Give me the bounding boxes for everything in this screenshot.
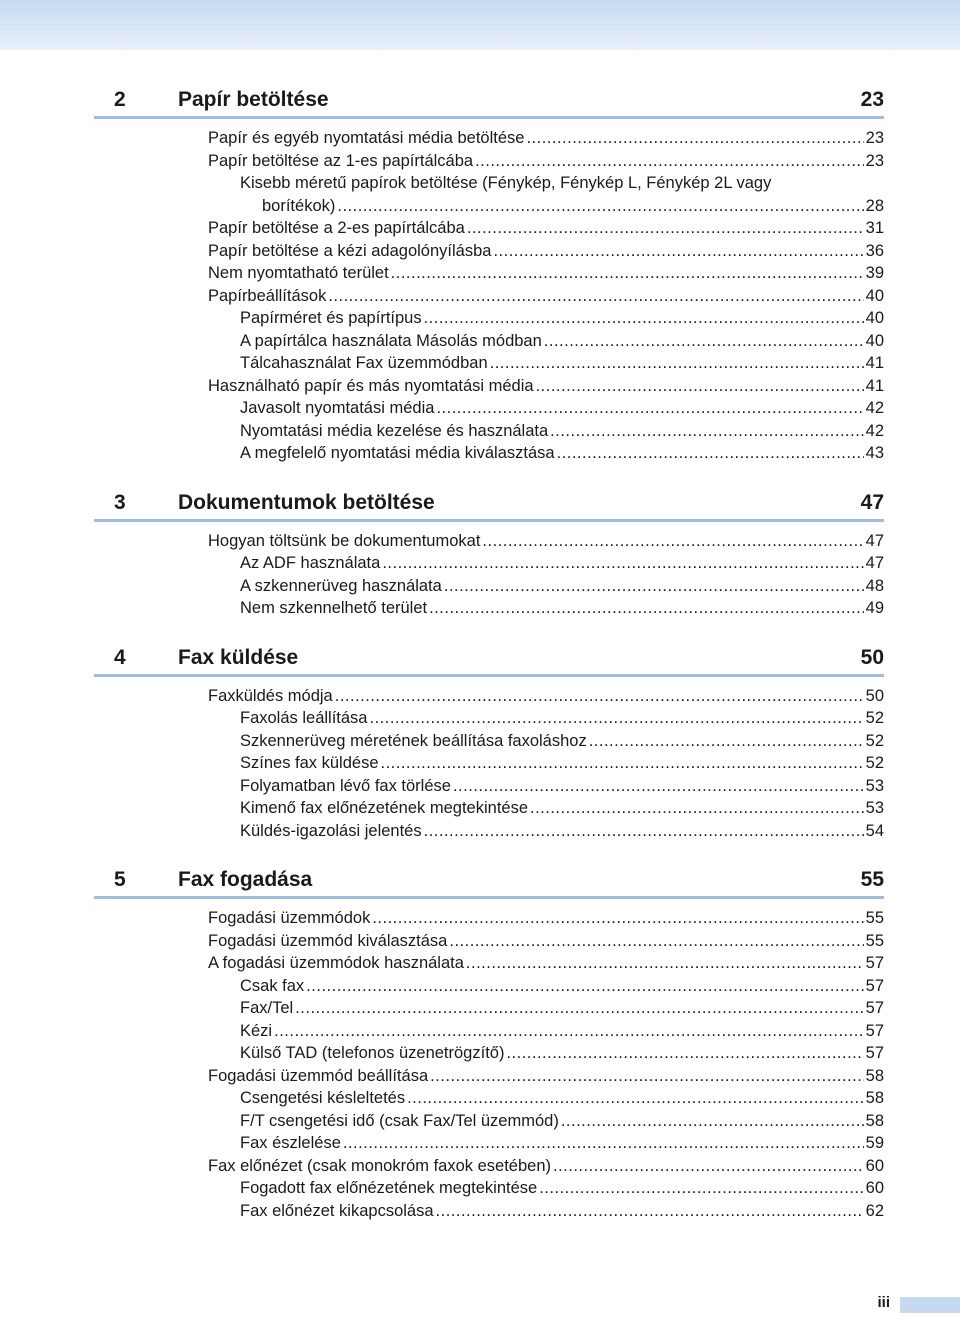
toc-entry-page: 52	[865, 754, 884, 772]
leader-dots	[506, 1042, 863, 1065]
toc-entry-page: 58	[865, 1111, 884, 1130]
toc-entry-label: Fogadott fax előnézetének megtekintése	[240, 1179, 538, 1197]
toc-entry-label: Tálcahasználat Fax üzemmódban	[240, 354, 488, 372]
toc-entry-label: A szkennerüveg használata	[240, 576, 442, 595]
toc-entry[interactable]	[240, 1087, 884, 1110]
chapter-4	[0, 644, 960, 843]
toc-entry-page: 40	[865, 331, 884, 350]
header-band	[0, 0, 960, 50]
toc-entry-label: A megfelelő nyomtatási média kiválasztása	[240, 444, 555, 462]
leader-dots	[436, 397, 863, 420]
toc-entry-page: 52	[865, 731, 884, 750]
toc-entry-page: 55	[865, 931, 884, 950]
chapter-title[interactable]: Fax küldése	[178, 645, 299, 669]
leader-dots	[530, 797, 864, 820]
toc-entry-label: Kimenő fax előnézetének megtekintése	[240, 799, 529, 817]
toc-entry-page: 47	[865, 554, 884, 572]
toc-entry[interactable]	[240, 1020, 884, 1043]
chapter-title[interactable]: Papír betöltése	[178, 88, 329, 111]
toc-entry-label: Papír betöltése a 2-es papírtálcába	[208, 219, 465, 237]
toc-entry[interactable]	[240, 442, 884, 465]
toc-entry-label: Papír betöltése az 1-es papírtálcába	[208, 151, 474, 170]
leader-dots	[589, 730, 864, 753]
toc-entry-label: Faxküldés módja	[208, 686, 333, 705]
leader-dots	[467, 217, 864, 240]
chapter-page[interactable]: 47	[860, 490, 884, 514]
leader-dots	[335, 685, 864, 708]
toc-entry-page: 23	[865, 129, 884, 147]
leader-dots	[337, 195, 863, 218]
chapter-number: 3	[114, 490, 126, 514]
toc-entry-page: 42	[865, 421, 884, 440]
toc-entry-page: 60	[865, 1179, 884, 1197]
toc-entry-label: Szkennerüveg méretének beállítása faxoláshoz	[240, 731, 587, 750]
toc-entry-label: Nyomtatási média kezelése és használata	[240, 421, 549, 440]
chapter-heading	[94, 644, 884, 677]
toc-entry[interactable]	[208, 952, 884, 975]
toc-entry[interactable]	[208, 930, 884, 953]
toc-entry-page: 62	[865, 1201, 884, 1220]
toc-entry-page: 60	[865, 1156, 884, 1175]
toc-entry-label: Külső TAD (telefonos üzenetrögzítő)	[240, 1044, 505, 1062]
table-of-contents	[0, 86, 960, 1246]
toc-entry-label: A fogadási üzemmódok használata	[208, 954, 464, 972]
toc-entry-page: 58	[865, 1066, 884, 1085]
toc-entry-label-line1[interactable]: Kisebb méretű papírok betöltése (Fénykép, Fénykép L, Fénykép 2L vagy	[240, 174, 772, 192]
toc-entry[interactable]	[240, 997, 884, 1020]
leader-dots	[430, 1065, 864, 1088]
toc-entry-page: 55	[865, 909, 884, 927]
toc-entry[interactable]	[240, 352, 884, 375]
toc-entry-label: Nem nyomtatható terület	[208, 264, 389, 282]
toc-entry-label: Nem szkennelhető terület	[240, 599, 428, 617]
footer-accent-bar	[900, 1297, 960, 1313]
toc-entry[interactable]	[240, 307, 884, 330]
toc-entry-page: 40	[865, 309, 884, 327]
leader-dots	[381, 752, 864, 775]
toc-entry-label: Színes fax küldése	[240, 754, 379, 772]
toc-entry-page: 43	[865, 444, 884, 462]
leader-dots	[328, 285, 863, 308]
toc-entry-label: Fax észlelése	[240, 1134, 341, 1152]
toc-entry-page: 36	[865, 241, 884, 260]
toc-entry[interactable]	[240, 397, 884, 420]
toc-entry[interactable]	[208, 150, 884, 173]
toc-entry-page: 53	[865, 799, 884, 817]
toc-entry-page: 42	[865, 399, 884, 417]
leader-dots	[444, 575, 864, 598]
toc-entry[interactable]	[208, 1155, 884, 1178]
leader-dots	[343, 1132, 864, 1155]
toc-entry[interactable]	[240, 730, 884, 753]
toc-entry-page: 50	[865, 686, 884, 705]
leader-dots	[429, 597, 864, 620]
leader-dots	[490, 352, 864, 375]
leader-dots	[453, 775, 864, 798]
leader-dots	[539, 1177, 863, 1200]
toc-entry-label: Papír betöltése a kézi adagolónyílásba	[208, 241, 492, 260]
toc-entry[interactable]	[240, 1042, 884, 1065]
toc-entry[interactable]	[240, 575, 884, 598]
leader-dots	[424, 820, 864, 843]
toc-entry[interactable]	[208, 262, 884, 285]
chapter-2	[0, 86, 960, 465]
toc-entry-page: 57	[865, 1044, 884, 1062]
toc-entry[interactable]	[240, 597, 884, 620]
toc-entry-label: Használható papír és más nyomtatási média	[208, 376, 534, 395]
toc-entry[interactable]	[208, 285, 884, 308]
toc-entry-page: 23	[865, 151, 884, 170]
toc-entry[interactable]	[240, 752, 884, 775]
leader-dots	[407, 1087, 864, 1110]
toc-entry-label: Fax/Tel	[240, 999, 294, 1017]
toc-entry-page: 58	[865, 1089, 884, 1107]
toc-entry-page: 53	[865, 776, 884, 795]
toc-entry-page: 48	[865, 576, 884, 595]
toc-entry-label: Küldés-igazolási jelentés	[240, 821, 422, 840]
toc-entry-page: 41	[865, 354, 884, 372]
leader-dots	[449, 930, 863, 953]
chapter-title[interactable]: Dokumentumok betöltése	[178, 490, 435, 514]
toc-entry-page: 57	[865, 999, 884, 1017]
toc-entry-label: Csengetési késleltetés	[240, 1089, 406, 1107]
toc-entry[interactable]	[208, 217, 884, 240]
toc-entry-page: 57	[865, 1021, 884, 1040]
toc-entry-label: Fax előnézet kikapcsolása	[240, 1201, 434, 1220]
toc-entry-page: 40	[865, 286, 884, 305]
leader-dots	[436, 1200, 864, 1223]
toc-entry-page: 52	[865, 709, 884, 727]
toc-entry-page: 49	[865, 599, 884, 617]
toc-entry-label: Faxolás leállítása	[240, 709, 368, 727]
toc-entry-label: Fax előnézet (csak monokróm faxok esetében)	[208, 1156, 551, 1175]
chapter-heading	[94, 489, 884, 522]
toc-entry[interactable]	[208, 907, 884, 930]
toc-entry-page: 31	[865, 219, 884, 237]
toc-entry-label: Fogadási üzemmód beállítása	[208, 1066, 429, 1085]
toc-entry-label: Hogyan töltsünk be dokumentumokat	[208, 531, 481, 550]
toc-entry[interactable]	[208, 530, 884, 553]
toc-entry-label: Folyamatban lévő fax törlése	[240, 776, 451, 795]
toc-entry[interactable]	[240, 1177, 884, 1200]
leader-dots	[372, 907, 863, 930]
toc-entry[interactable]	[240, 1200, 884, 1223]
leader-dots	[295, 997, 863, 1020]
toc-entry[interactable]	[240, 1132, 884, 1155]
toc-entry[interactable]	[240, 552, 884, 575]
leader-dots	[306, 975, 863, 998]
toc-entry[interactable]	[208, 240, 884, 263]
chapter-page[interactable]: 55	[860, 868, 884, 891]
leader-dots	[424, 307, 864, 330]
toc-entry-label: Papír és egyéb nyomtatási média betöltése	[208, 129, 525, 147]
toc-entry[interactable]	[240, 330, 884, 353]
chapter-3	[0, 489, 960, 620]
chapter-title[interactable]: Fax fogadása	[178, 868, 313, 891]
leader-dots	[561, 1110, 864, 1133]
leader-dots	[526, 127, 863, 150]
toc-entry-page: 59	[865, 1134, 884, 1152]
toc-entry-label: Javasolt nyomtatási média	[240, 399, 435, 417]
toc-entry-page: 41	[865, 376, 884, 395]
toc-entry-page: 39	[865, 264, 884, 282]
leader-dots	[369, 707, 863, 730]
toc-entry[interactable]	[208, 685, 884, 708]
leader-dots	[553, 1155, 864, 1178]
leader-dots	[550, 420, 863, 443]
toc-entry-label: Papírméret és papírtípus	[240, 309, 422, 327]
toc-entry-label: Fogadási üzemmódok	[208, 909, 371, 927]
toc-entry[interactable]	[208, 1065, 884, 1088]
leader-dots	[391, 262, 864, 285]
toc-entry[interactable]	[240, 420, 884, 443]
leader-dots	[536, 375, 864, 398]
toc-entry-label-line2: borítékok)	[262, 196, 336, 215]
leader-dots	[274, 1020, 864, 1043]
chapter-number: 5	[114, 868, 126, 891]
leader-dots	[482, 530, 863, 553]
toc-entry[interactable]	[208, 375, 884, 398]
toc-entry-label: Kézi	[240, 1021, 273, 1040]
toc-entry-label: Csak fax	[240, 976, 305, 995]
chapter-number: 2	[114, 88, 126, 111]
leader-dots	[475, 150, 864, 173]
toc-entry-label: Fogadási üzemmód kiválasztása	[208, 931, 448, 950]
chapter-heading	[94, 86, 884, 119]
toc-entry-label: Az ADF használata	[240, 554, 381, 572]
chapter-heading	[94, 866, 884, 899]
toc-entry-page: 54	[865, 821, 884, 840]
leader-dots	[557, 442, 864, 465]
toc-entry-label: A papírtálca használata Másolás módban	[240, 331, 542, 350]
toc-entry-label: Papírbeállítások	[208, 286, 327, 305]
toc-entry[interactable]	[240, 975, 884, 998]
toc-entry[interactable]	[240, 797, 884, 820]
toc-entry[interactable]	[262, 195, 884, 218]
chapter-page[interactable]: 23	[860, 88, 884, 111]
leader-dots	[493, 240, 863, 263]
chapter-page[interactable]: 50	[860, 645, 884, 669]
toc-entry-page: 57	[865, 954, 884, 972]
toc-entry-label: F/T csengetési idő (csak Fax/Tel üzemmód)	[240, 1111, 559, 1130]
chapter-number: 4	[114, 645, 126, 669]
toc-entry[interactable]	[240, 775, 884, 798]
footer-page-number: iii	[877, 1294, 890, 1311]
leader-dots	[382, 552, 863, 575]
toc-entry-page: 57	[865, 976, 884, 995]
toc-entry[interactable]	[240, 820, 884, 843]
toc-entry[interactable]	[240, 707, 884, 730]
toc-entry[interactable]	[208, 127, 884, 150]
toc-entry-page: 28	[865, 196, 884, 215]
toc-entry-page: 47	[865, 531, 884, 550]
chapter-5	[0, 866, 960, 1222]
leader-dots	[466, 952, 864, 975]
toc-entry[interactable]	[240, 1110, 884, 1133]
leader-dots	[544, 330, 864, 353]
